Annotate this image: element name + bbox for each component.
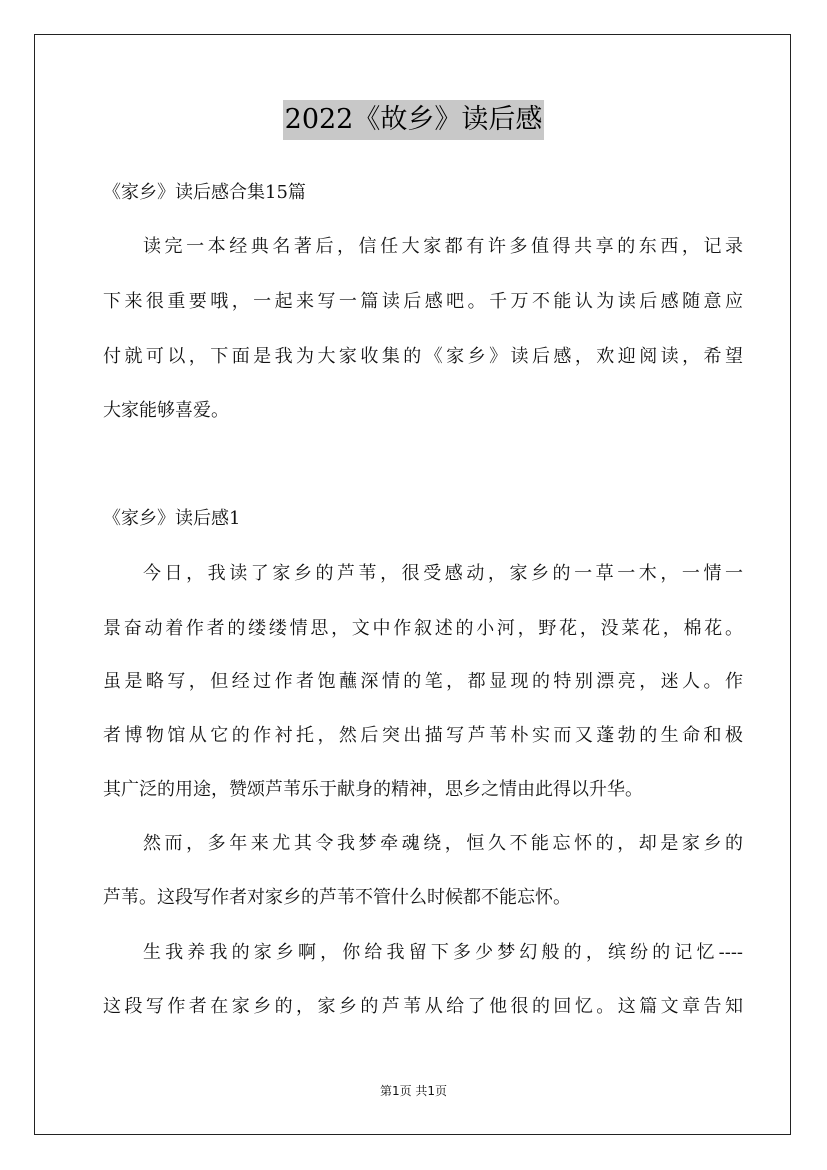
intro-line: 下来很重要哦，一起来写一篇读后感吧。千万不能认为读后感随意应 [103, 291, 743, 312]
section-heading: 《家乡》读后感1 [103, 508, 241, 529]
body-line: 者博物馆从它的作衬托，然后突出描写芦苇朴实而又蓬勃的生命和极 [103, 725, 743, 746]
body-line: 其广泛的用途，赞颂芦苇乐于献身的精神，思乡之情由此得以升华。 [103, 779, 643, 800]
intro-line: 大家能够喜爱。 [103, 400, 229, 421]
body-line: 芦苇。这段写作者对家乡的芦苇不管什么时候都不能忘怀。 [103, 887, 571, 908]
body-line: 这段写作者在家乡的，家乡的芦苇从给了他很的回忆。这篇文章告知 [103, 996, 743, 1017]
body-line: 景奋动着作者的缕缕情思，文中作叙述的小河，野花，没菜花，棉花。 [103, 618, 743, 639]
intro-line: 付就可以，下面是我为大家收集的《家乡》读后感，欢迎阅读，希望 [103, 346, 743, 367]
document-title-wrapper [0, 100, 827, 140]
body-line: 虽是略写，但经过作者饱蘸深情的笔，都显现的特别漂亮，迷人。作 [103, 671, 743, 692]
body-line: 然而，多年来尤其令我梦牵魂绕，恒久不能忘怀的，却是家乡的 [143, 833, 743, 854]
intro-line: 读完一本经典名著后，信任大家都有许多值得共享的东西，记录 [143, 236, 743, 257]
page-number: 第1页 共1页 [379, 1084, 448, 1098]
body-line: 生我养我的家乡啊，你给我留下多少梦幻般的，缤纷的记忆---- [143, 942, 743, 963]
body-line: 今日，我读了家乡的芦苇，很受感动，家乡的一草一木，一情一 [143, 563, 743, 584]
document-title: 2022《故乡》读后感 [283, 100, 545, 140]
subtitle: 《家乡》读后感合集15篇 [103, 182, 306, 203]
